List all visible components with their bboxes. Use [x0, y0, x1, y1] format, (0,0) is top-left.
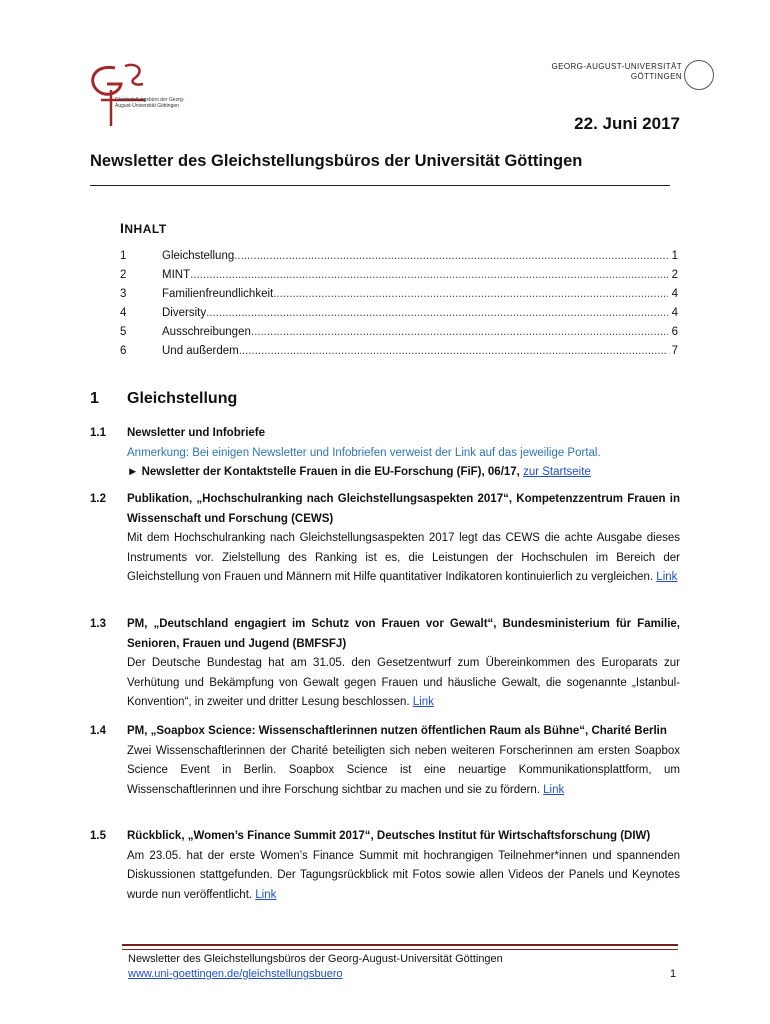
toc-item-mint[interactable]: 2 MINT ..... 2: [120, 269, 678, 288]
item-heading: Rückblick, „Women’s Finance Summit 2017“, Deutsches Institut für Wirtschaftsforschung (DIW): [127, 830, 651, 842]
footer: [128, 952, 503, 982]
newsletter-title: Newsletter des Gleichstellungsbüros der Universität Göttingen: [90, 152, 583, 170]
item-text: Am 23.05. hat der erste Women’s Finance Summit mit hochrangigen Teilnehmer*innen und spannenden Diskussionen stattgefunden. Der Tagungsrückblick mit Fotos sowie allen Videos der Panels und Keynotes wurde nun veröffentlicht. Link: [127, 849, 680, 901]
org-logo-text: Gleichstellungsbüro der Georg-August-Universität Göttingen: [115, 97, 185, 109]
item-link[interactable]: Link: [255, 888, 277, 901]
item-note: Anmerkung: Bei einigen Newsletter und Infobriefen verweist der Link auf das jeweilige Portal.: [127, 446, 601, 459]
university-seal-icon: [684, 60, 714, 90]
item-heading: Publikation, „Hochschulranking nach Gleichstellungsaspekten 2017“, Kompetenzzentrum Frauen in Wissenschaft und Forschung (CEWS): [127, 493, 680, 525]
gleichstellungsbuero-logo: [85, 60, 185, 130]
item-number: 1.1: [90, 427, 106, 439]
university-logo: [552, 62, 683, 82]
gleichstellungsbuero-logo-icon: [85, 60, 185, 130]
item-link[interactable]: Link: [656, 571, 678, 583]
title-rule: [90, 185, 670, 186]
item-number: 1.3: [90, 618, 106, 630]
uni-name-line1: GEORG-AUGUST-UNIVERSITÄT: [551, 62, 682, 71]
item-link[interactable]: Link: [543, 783, 565, 796]
newsletter-date: 22. Juni 2017: [574, 114, 680, 133]
item-number: 1.2: [90, 493, 106, 505]
item-link[interactable]: Link: [412, 696, 434, 708]
toc-item-gleichstellung[interactable]: 1 Gleichstellung ..... 1: [120, 250, 678, 269]
startseite-link[interactable]: zur Startseite: [523, 466, 591, 478]
item-heading: PM, „Soapbox Science: Wissenschaftlerinnen nutzen öffentlichen Raum als Bühne“, Charité Berlin: [127, 725, 667, 737]
item-heading: PM, „Deutschland engagiert im Schutz von Frauen vor Gewalt“, Bundesministerium für Familie, Senioren, Frauen und Jugend (BMFSFJ): [127, 618, 680, 650]
toc-item-familienfreundlichkeit[interactable]: 3 Familienfreundlichkeit ..... 4: [120, 288, 678, 307]
toc-item-diversity[interactable]: 4 Diversity ..... 4: [120, 307, 678, 326]
page-number: 1: [670, 968, 677, 980]
toc-item-ausschreibungen[interactable]: 5 Ausschreibungen ..... 6: [120, 326, 678, 345]
item-1-3: [90, 615, 680, 713]
toc-heading: INHALT: [120, 220, 167, 236]
item-number: 1.4: [90, 725, 106, 737]
footer-divider: [122, 944, 678, 950]
item-text: Der Deutsche Bundestag hat am 31.05. den Gesetzentwurf zum Übereinkommen des Europarats zur Verhütung und Bekämpfung von Gewalt gegen Frauen und häusliche Gewalt, die sogenannte „Istanbul-Konvention“, in zweiter und dritter Lesung beschlossen. Link: [127, 657, 680, 708]
section-heading: 1 Gleichstellung: [90, 390, 238, 407]
toc-item-und-ausserdem[interactable]: 6 Und außerdem ..... 7: [120, 345, 678, 364]
item-number: 1.5: [90, 830, 106, 842]
item-heading: Newsletter und Infobriefe: [127, 427, 266, 439]
item-1-2: [90, 490, 680, 588]
table-of-contents: [120, 250, 678, 364]
item-1-4: [90, 722, 680, 800]
item-bullet: ► Newsletter der Kontaktstelle Frauen in die EU-Forschung (FiF), 06/17, zur Startseite: [127, 466, 591, 478]
footer-website-link[interactable]: www.uni-goettingen.de/gleichstellungsbuero: [128, 968, 343, 980]
item-text: Mit dem Hochschulranking nach Gleichstellungsaspekten 2017 legt das CEWS die achte Ausgabe dieses Instruments vor. Zielstellung des Ranking ist es, die Leistungen der Hochschulen im Bereich der Gleichstellung von Frauen und Männern mit Hilfe quantitativer Indikatoren kontinuierlich zu vergleichen. Link: [127, 532, 680, 583]
item-1-5: [90, 827, 680, 905]
item-1-1: [90, 424, 680, 483]
footer-text: Newsletter des Gleichstellungsbüros der Georg-August-Universität Göttingen: [128, 953, 503, 965]
item-text: Zwei Wissenschaftlerinnen der Charité beteiligten sich neben weiteren Forscherinnen am ersten Soapbox Science Event in Berlin. Soapbox Science ist eine neuartige Kommunikationsplattform, um Wissenschaftlerinnen und ihre Forschung sichtbar zu machen und sie zu fördern. Link: [127, 744, 680, 796]
uni-name-line2: GÖTTINGEN: [630, 72, 682, 81]
